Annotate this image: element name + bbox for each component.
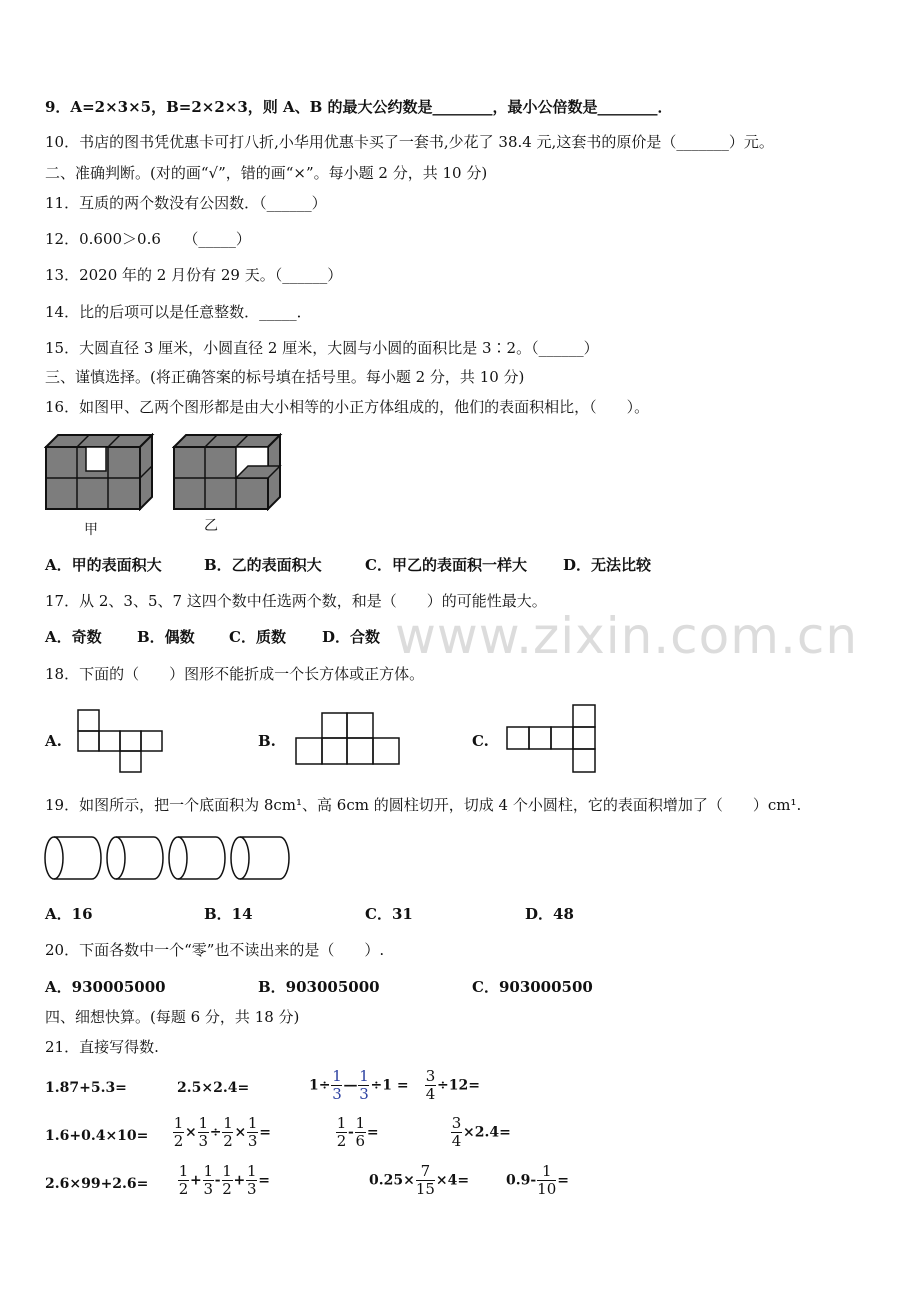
q16-option-c[interactable]: C．甲乙的表面积一样大 <box>365 556 527 574</box>
q17-option-c[interactable]: C．质数 <box>229 628 286 646</box>
question-15: 15．大圆直径 3 厘米，小圆直径 2 厘米，大圆与小圆的面积比是 3∶2。（______） <box>45 339 599 357</box>
calc-r2c3: $\frac{1}{2}$ - $\frac{1}{6}$ = <box>336 1114 379 1150</box>
calc-r1c2: 2.5×2.4= <box>177 1080 250 1096</box>
question-18: 18．下面的（ ）图形不能折成一个长方体或正方体。 <box>45 665 425 683</box>
watermark-text: www.zixin.com.cn <box>395 607 859 665</box>
q16-option-d[interactable]: D．无法比较 <box>563 556 652 574</box>
q18-option-c-label[interactable]: C. <box>472 732 489 750</box>
q17-option-a[interactable]: A．奇数 <box>45 628 102 646</box>
calc-r1c1: 1.87+5.3= <box>45 1080 127 1096</box>
calc-r3c4: 0.9- $\frac{1}{10}$ = <box>506 1162 569 1198</box>
q19-option-b[interactable]: B．14 <box>204 905 253 923</box>
question-12: 12．0.600＞0.6 （_____） <box>45 230 251 248</box>
net-c <box>505 704 597 774</box>
q17-option-d[interactable]: D．合数 <box>322 628 381 646</box>
q20-option-a[interactable]: A．930005000 <box>45 978 166 996</box>
calc-r1c4: $\frac{3}{4}$ ÷12= <box>425 1067 480 1103</box>
section-2-heading: 二、准确判断。(对的画“√”，错的画“×”。每小题 2 分，共 10 分) <box>45 164 488 182</box>
calc-r3c3: 0.25× $\frac{7}{15}$ ×4= <box>369 1162 470 1198</box>
question-20: 20．下面各数中一个“零”也不读出来的是（ ）. <box>45 941 385 959</box>
question-21: 21．直接写得数. <box>45 1038 159 1056</box>
q18-option-b-label[interactable]: B. <box>258 732 276 750</box>
calc-r3c2: $\frac{1}{2}$ + $\frac{1}{3}$ - $\frac{1}{2}$ + $\frac{1}{3}$ = <box>178 1162 271 1198</box>
section-3-heading: 三、谨慎选择。(将正确答案的标号填在括号里。每小题 2 分，共 10 分) <box>45 368 525 386</box>
question-13: 13．2020 年的 2 月份有 29 天。（______） <box>45 266 343 284</box>
q19-option-a[interactable]: A．16 <box>45 905 93 923</box>
question-14: 14．比的后项可以是任意整数．_____． <box>45 303 312 321</box>
q20-option-b[interactable]: B．903005000 <box>258 978 380 996</box>
section-4-heading: 四、细想快算。(每题 6 分，共 18 分) <box>45 1008 300 1026</box>
calc-r3c1: 2.6×99+2.6= <box>45 1176 149 1192</box>
question-16: 16．如图甲、乙两个图形都是由大小相等的小正方体组成的，他们的表面积相比，（ ）。 <box>45 398 650 416</box>
calc-r2c2: $\frac{1}{2}$ × $\frac{1}{3}$ ÷ $\frac{1}{2}$ × $\frac{1}{3}$ = <box>173 1114 271 1150</box>
q19-option-c[interactable]: C．31 <box>365 905 413 923</box>
question-9: 9．A=2×3×5，B=2×2×3，则 A、B 的最大公约数是________，最小公倍数是________． <box>45 98 673 116</box>
figure-yi-label: 乙 <box>204 518 218 534</box>
q17-option-b[interactable]: B．偶数 <box>137 628 195 646</box>
figure-yi <box>172 433 284 511</box>
net-b <box>295 712 401 766</box>
q19-option-d[interactable]: D．48 <box>525 905 574 923</box>
calc-r2c1: 1.6+0.4×10= <box>45 1128 149 1144</box>
q16-option-a[interactable]: A．甲的表面积大 <box>45 556 162 574</box>
net-a <box>77 709 163 773</box>
question-17: 17．从 2、3、5、7 这四个数中任选两个数，和是（ ）的可能性最大。 <box>45 592 547 610</box>
calc-r2c4: $\frac{3}{4}$ ×2.4= <box>451 1114 511 1150</box>
question-19: 19．如图所示，把一个底面积为 8cm¹、高 6cm 的圆柱切开，切成 4 个小圆柱，它的表面积增加了（ ）cm¹. <box>45 796 802 814</box>
question-11: 11．互质的两个数没有公因数．（______） <box>45 194 327 212</box>
q20-option-c[interactable]: C．903000500 <box>472 978 593 996</box>
figure-jia <box>44 433 156 511</box>
q18-option-a-label[interactable]: A. <box>45 732 62 750</box>
calc-r1c3: 1÷ $\frac{1}{3}$ — $\frac{1}{3}$ ÷1 = <box>309 1067 409 1103</box>
figure-jia-label: 甲 <box>84 522 98 538</box>
question-10: 10．书店的图书凭优惠卡可打八折,小华用优惠卡买了一套书,少花了 38.4 元,这套书的原价是（_______）元。 <box>45 133 774 151</box>
q16-option-b[interactable]: B．乙的表面积大 <box>204 556 322 574</box>
cylinders-figure <box>44 834 294 882</box>
